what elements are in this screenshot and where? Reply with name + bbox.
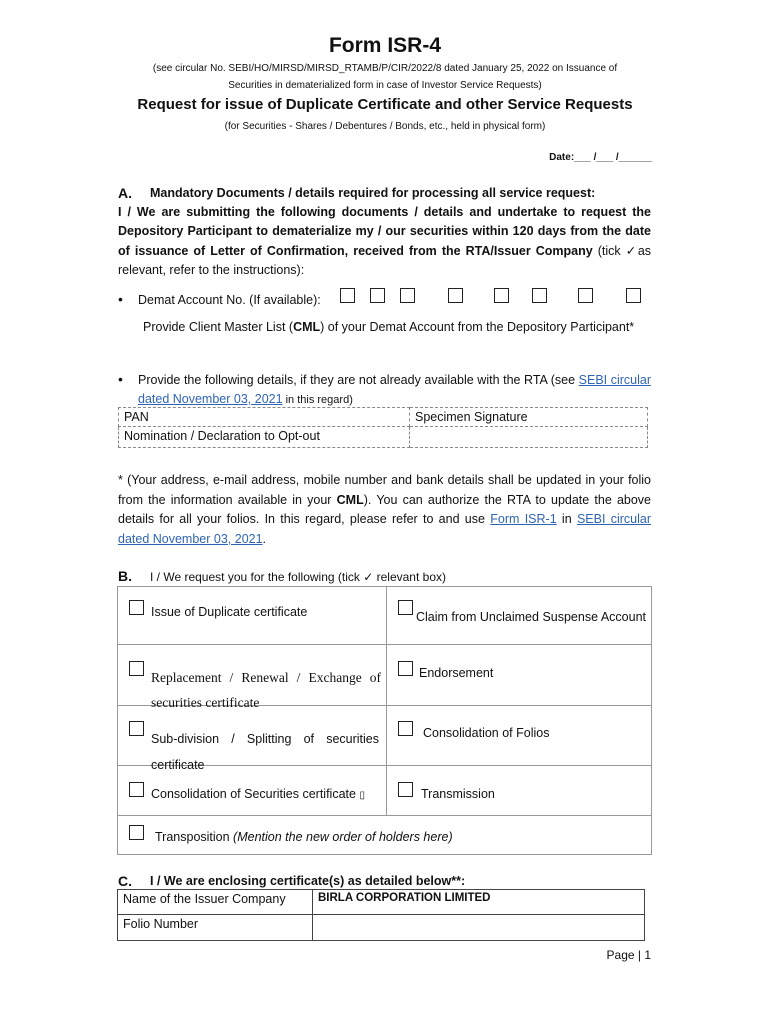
replacement-checkbox[interactable] <box>129 661 144 676</box>
table-row <box>118 890 645 915</box>
demat-digit-box-1[interactable] <box>340 288 355 303</box>
subdivision-label: Sub-division / Splitting of securities certificate <box>151 732 379 772</box>
nomination-label[interactable]: Nomination / Declaration to Opt-out <box>119 427 410 448</box>
section-b-heading-pre: I / We request you for the following (tick <box>150 570 364 584</box>
section-a-heading: Mandatory Documents / details required for processing all service request: <box>150 186 596 200</box>
sebi-circular-link-2[interactable]: SEBI circular dated November 03, 2021 <box>118 512 651 546</box>
circular-reference-line2: Securities in dematerialized form in case of Investor Service Requests) <box>228 80 542 91</box>
folio-number-label: Folio Number <box>118 915 313 941</box>
section-b-heading <box>150 570 446 584</box>
grid-divider <box>118 644 651 645</box>
consolidation-certificate-checkbox[interactable] <box>129 782 144 797</box>
table-row <box>118 915 645 941</box>
consolidation-folios-checkbox[interactable] <box>398 721 413 736</box>
transposition-label <box>155 830 453 844</box>
folio-number-value[interactable] <box>313 915 645 941</box>
endorsement-label: Endorsement <box>419 666 494 680</box>
section-b-heading-post: relevant box) <box>373 570 446 584</box>
table-row <box>119 427 648 448</box>
note-end: . <box>262 531 267 546</box>
unclaimed-suspense-text: Claim from Unclaimed Suspense Account <box>416 610 646 624</box>
demat-digit-box-5[interactable] <box>494 288 509 303</box>
tick-mark-icon: ✓ <box>363 570 374 584</box>
provide-details-instruction <box>138 371 651 410</box>
page-number: Page | 1 <box>606 948 651 962</box>
unclaimed-suspense-label <box>416 605 646 630</box>
tick-mark-icon: ✓ <box>625 243 638 258</box>
demat-digit-box-6[interactable] <box>532 288 547 303</box>
note-pre: * (Your address, e-mail address, mobile number and bank details shall be updated in your folio from the information available in your <box>118 473 651 507</box>
section-c-heading: I / We are enclosing certificate(s) as detailed below**: <box>150 874 466 888</box>
provide-pre: Provide the following details, if they are not already available with the RTA (see <box>138 373 579 387</box>
form-subtitle-note: (for Securities - Shares / Debentures / Bonds, etc., held in physical form) <box>224 121 546 132</box>
bullet-icon: • <box>118 291 123 307</box>
form-subtitle: Request for issue of Duplicate Certificate and other Service Requests <box>137 96 633 113</box>
cml-bold: CML <box>293 320 321 334</box>
provide-post: in this regard) <box>282 394 353 406</box>
undertaking-tail-1: (tick <box>592 244 626 258</box>
cml-instruction <box>143 318 651 336</box>
nomination-value[interactable] <box>410 427 648 448</box>
demat-digit-box-7[interactable] <box>578 288 593 303</box>
form-title: Form ISR-4 <box>328 34 441 57</box>
unclaimed-suspense-checkbox[interactable] <box>398 600 413 615</box>
issuer-company-value[interactable]: BIRLA CORPORATION LIMITED <box>313 890 645 915</box>
consolidation-folios-label: Consolidation of Folios <box>423 726 550 740</box>
duplicate-certificate-checkbox[interactable] <box>129 600 144 615</box>
service-request-grid <box>117 586 652 855</box>
section-c-letter: C. <box>118 873 132 889</box>
specimen-signature-label[interactable]: Specimen Signature <box>410 408 648 427</box>
consolidation-certificate-label <box>151 787 365 801</box>
demat-digit-box-3[interactable] <box>400 288 415 303</box>
endorsement-checkbox[interactable] <box>398 661 413 676</box>
subdivision-checkbox[interactable] <box>129 721 144 736</box>
unknown-glyph-icon: ▯ <box>359 790 365 801</box>
section-b-letter: B. <box>118 568 132 584</box>
certificate-details-table <box>117 889 645 941</box>
sebi-circular-link[interactable]: SEBI circular dated November 03, 2021 <box>138 373 651 406</box>
undertaking-text: I / We are submitting the following documents / details and undertake to request the Depository Participant to dematerialize my / our securities within 120 days from the date of issuance of Letter of Confirmation, received from the RTA/Issuer Company <box>118 205 651 258</box>
consolidation-certificate-text: Consolidation of Securities certificate <box>151 787 360 801</box>
circular-reference-line1: (see circular No. SEBI/HO/MIRSD/MIRSD_RTAMB/P/CIR/2022/8 dated January 25, 2022 on Issuance of <box>152 63 618 74</box>
details-table <box>118 407 648 448</box>
date-field[interactable]: Date:___ /___ /______ <box>549 152 652 163</box>
duplicate-certificate-label: Issue of Duplicate certificate <box>151 605 308 619</box>
section-a-undertaking <box>118 203 651 280</box>
note-bold: CML <box>336 492 364 507</box>
pan-label[interactable]: PAN <box>119 408 410 427</box>
note-mid: ). You can authorize the RTA to update the above details for all your folios. In this regard, please refer to and use <box>118 492 652 526</box>
transposition-text: Transposition <box>155 830 234 844</box>
issuer-company-label: Name of the Issuer Company <box>118 890 313 915</box>
transposition-checkbox[interactable] <box>129 825 144 840</box>
cml-post: ) of your Demat Account from the Depository Participant* <box>320 320 635 334</box>
form-isr1-link[interactable]: Form ISR-1 <box>490 512 557 526</box>
transmission-checkbox[interactable] <box>398 782 413 797</box>
demat-account-label: Demat Account No. (If available): <box>138 293 321 307</box>
cml-pre: Provide Client Master List ( <box>143 320 294 334</box>
demat-digit-box-2[interactable] <box>370 288 385 303</box>
undertaking-tail-2: as relevant, refer to the instructions): <box>118 244 652 277</box>
replacement-label: Replacement / Renewal / Exchange of securities certificate <box>151 670 381 710</box>
grid-divider-vertical <box>386 587 387 815</box>
transmission-label: Transmission <box>421 787 495 801</box>
demat-digit-box-4[interactable] <box>448 288 463 303</box>
grid-divider <box>118 815 651 816</box>
bullet-icon: • <box>118 371 123 387</box>
table-row <box>119 408 648 427</box>
note-in: in <box>556 512 577 526</box>
update-details-note <box>118 471 651 549</box>
demat-digit-box-8[interactable] <box>626 288 641 303</box>
transposition-note: (Mention the new order of holders here) <box>233 830 453 844</box>
section-a-letter: A. <box>118 185 132 201</box>
